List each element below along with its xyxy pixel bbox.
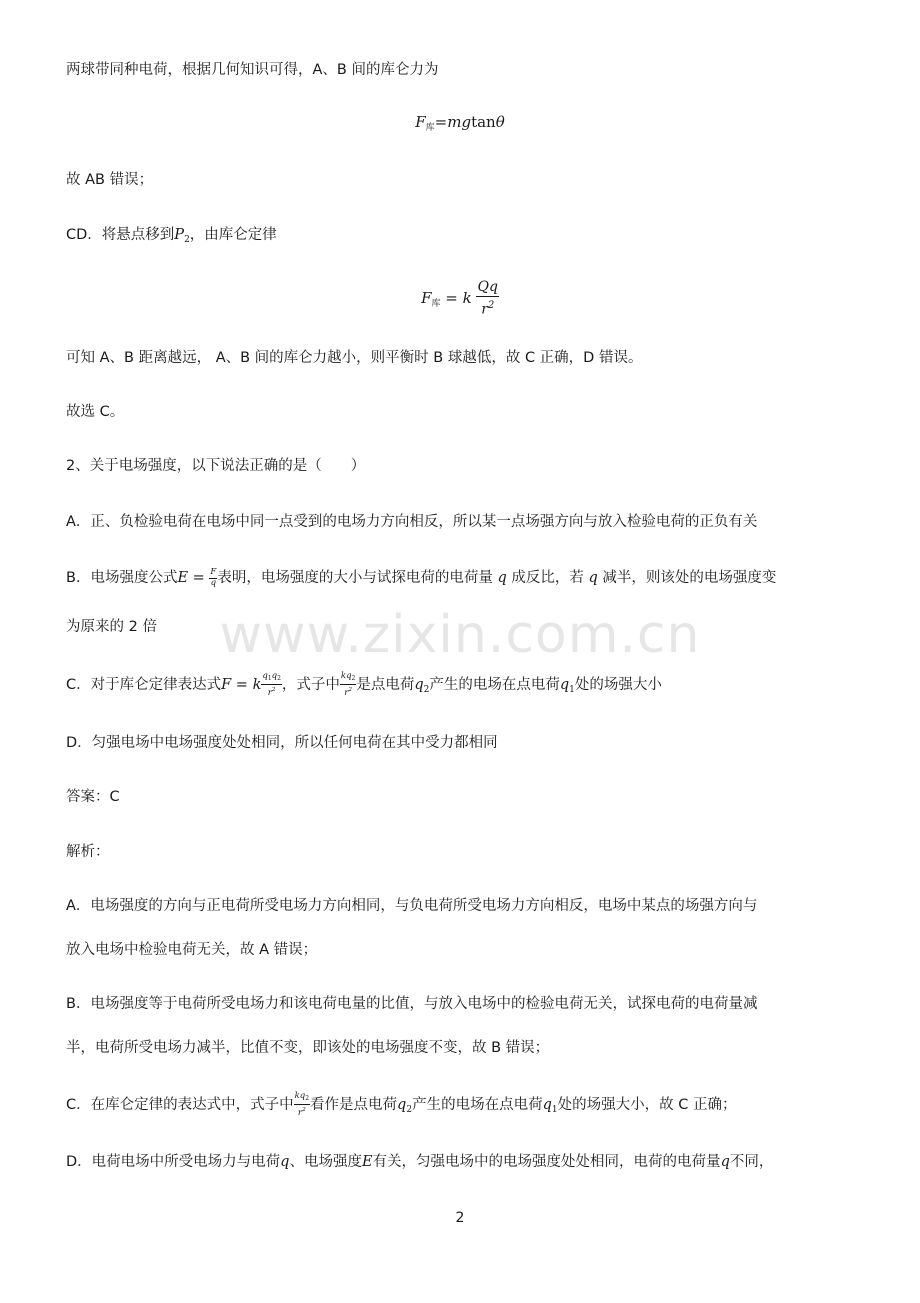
analysis-b: B．电场强度等于电荷所受电场力和该电荷电量的比值，与放入电场中的检验电荷无关，试探电荷的电荷量减 [66,996,758,1012]
question-2: 2、关于电场强度，以下说法正确的是（ ） [66,458,366,474]
analysis-b-cont: 半，电荷所受电场力减半，比值不变，即该处的电场强度不变，故 B 错误； [66,1040,550,1056]
analysis-a-cont: 放入电场中检验电荷无关，故 A 错误； [66,942,318,958]
text-line: 故 AB 错误； [66,172,154,188]
analysis-a: A．电场强度的方向与正电荷所受电场力方向相同，与负电荷所受电场力方向相反，电场中某点的场强方向与 [66,898,758,914]
analysis-c: C．在库仑定律的表达式中，式子中 $\frac{kq_2}{r^2}$ 看作是点电荷$q_2$产生的电场在点电荷$q_1$处的场强大小，故 C 正确； [66,1091,737,1118]
option-b: B．电场强度公式E = $\frac{F}{q}$ 表明，电场强度的大小与试探电荷的电荷量 q 成反比，若 q 减半，则该处的电场强度变 [66,567,777,588]
equation-coulomb-law: $F_库 = k$ $\frac{Qq}{r^2}$ [421,279,498,318]
text-line: CD．将悬点移到$P_2$，由库仑定律 [66,227,277,245]
text-line: 可知 A、B 距离越远， A、B 间的库仑力越小，则平衡时 B 球越低，故 C 正确，D 错误。 [66,350,643,366]
option-c: C．对于库仑定律表达式F = k $\frac{q_1q_2}{r^2}$ ，式子中 $\frac{kq_2}{r^2}$ 是点电荷$q_2$产生的电场在点电荷$q_1$处的场强大小 [66,671,662,698]
option-d: D．匀强电场中电场强度处处相同，所以任何电荷在其中受力都相同 [66,735,498,751]
analysis-heading: 解析： [66,844,110,860]
page-number: 2 [455,1210,465,1226]
equation-coulomb-tan: $F_库=mgtan\theta$ [415,113,505,133]
answer: 答案：C [66,789,120,805]
watermark: www.zixin.com.cn [219,605,701,665]
analysis-d: D．电荷电场中所受电场力与电荷q、电场强度E有关，匀强电场中的电场强度处处相同，电荷的电荷量q不同， [66,1154,774,1170]
option-a: A．正、负检验电荷在电场中同一点受到的电场力方向相反，所以某一点场强方向与放入检验电荷的正负有关 [66,514,758,530]
text-line: 故选 C。 [66,404,125,420]
text-line: 两球带同种电荷，根据几何知识可得，A、B 间的库仑力为 [66,62,439,78]
fraction: $\frac{Qq}{r^2}$ [477,279,498,318]
option-b-cont: 为原来的 2 倍 [66,619,157,635]
